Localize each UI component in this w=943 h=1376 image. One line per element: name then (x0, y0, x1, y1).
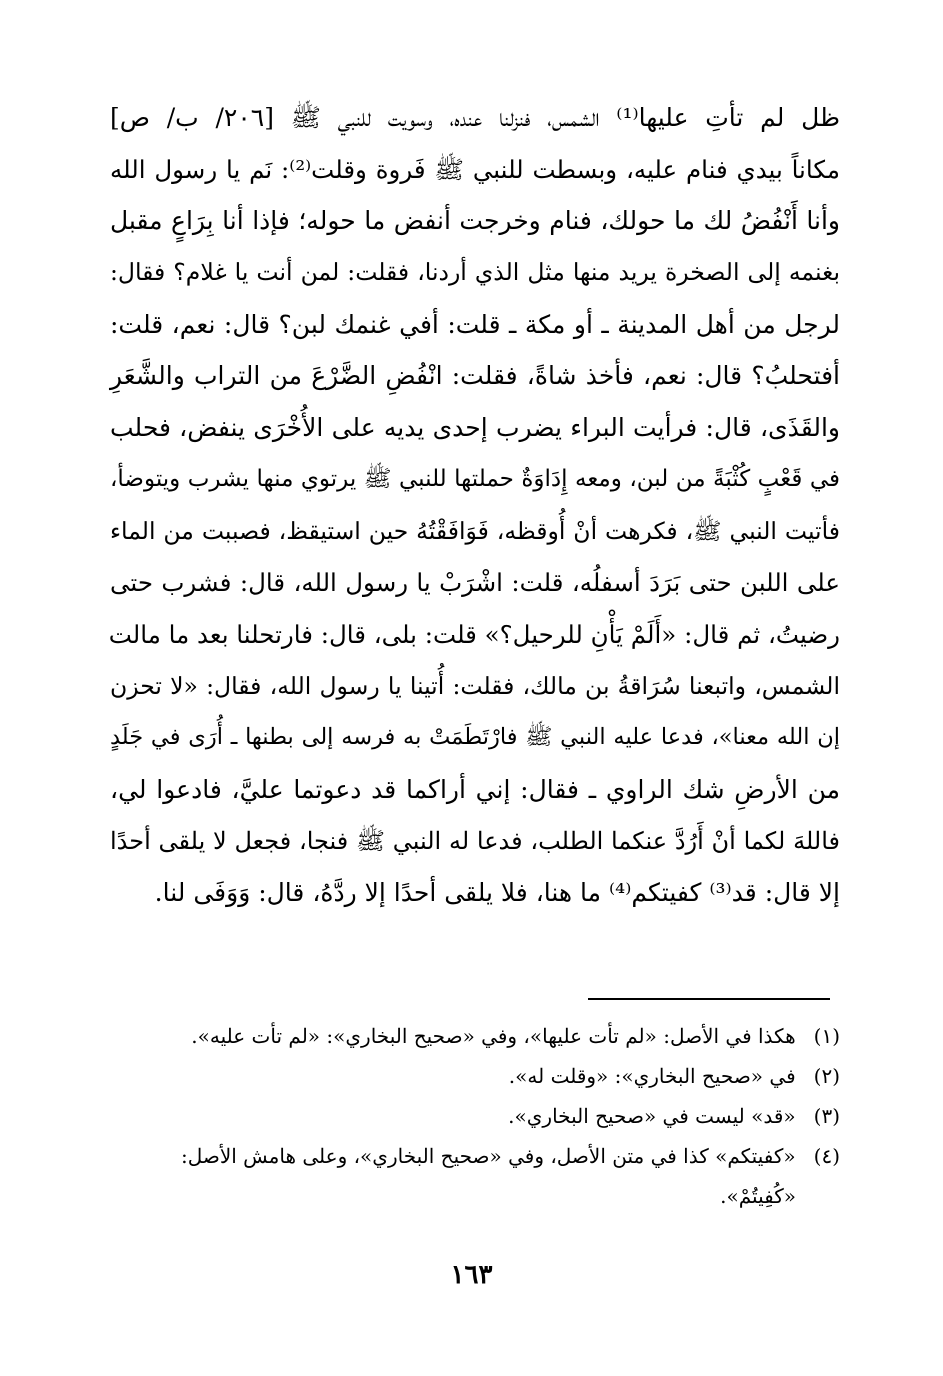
footnotes (112, 1016, 840, 1216)
page-number: ١٦٣ (450, 1260, 493, 1290)
footnote-divider (588, 998, 830, 1000)
footnote-number: (٤) (813, 1144, 840, 1168)
footnote-text: «كفيتكم» كذا في متن الأصل، وفي «صحيح البخاري»، وعلى هامش الأصل: (180, 1144, 796, 1168)
main-text (110, 92, 840, 919)
text-line: من الأرضِ شك الراوي ـ فقال: إني أراكما قد دعوتما عليَّ، فادعوا لي، (110, 774, 840, 804)
footnote-text: في «صحيح البخاري»: «وقلت له». (508, 1064, 796, 1088)
footnote-number: (٢) (813, 1064, 840, 1088)
text-line: بغنمه إلى الصخرة يريد منها مثل الذي أردنا، فقلت: لمن أنت يا غلام؟ فقال: (110, 258, 840, 287)
footnote-number: (١) (813, 1024, 840, 1048)
footnote-number: (٣) (813, 1104, 840, 1128)
text-line: وأنا أَنْفُضُ لك ما حولك، فنام وخرجت أنفض ما حوله؛ فإذا أنا بِرَاعٍ مقبل (110, 206, 840, 236)
text-line: مكاناً بيدي فنام عليه، وبسطت للنبي ﷺ فَروة وقلت⁽²⁾: نَم يا رسول الله (110, 154, 840, 184)
footnote-text: هكذا في الأصل: «لم تأت عليها»، وفي «صحيح البخاري»: «لم تأت عليه». (191, 1024, 796, 1048)
text-line: أفتحلبُ؟ قال: نعم، فأخذ شاةً، فقلت: انْفُضِ الضَّرْعَ من التراب والشَّعَرِ (110, 361, 840, 391)
text-line: فاللهَ لكما أنْ أَرُدَّ عنكما الطلب، فدعا له النبي ﷺ فنجا، فجعل لا يلقى أحدًا (110, 826, 840, 855)
footnote-continuation: «كُفِيتُمْ». (720, 1184, 796, 1208)
text-line: والقَذَى، قال: فرأيت البراء يضرب إحدى يديه على الأُخْرَى ينفض، فحلب (110, 413, 840, 443)
footnote-text: «قد» ليست في «صحيح البخاري». (508, 1104, 796, 1128)
text-line: ظل لم تأتِ عليها⁽¹⁾ الشمس، فنزلنا عنده، وسويت للنبي ﷺ [٢٠٦/ ب/ ص] (110, 103, 840, 132)
footnote (112, 1056, 840, 1096)
text-line: رضيتُ، ثم قال: «أَلَمْ يَأْنِ للرحيل؟» قلت: بلى، قال: فارتحلنا بعد ما مالت (108, 619, 840, 649)
text-line: في قَعْبٍ كُثْبَةً من لبن، ومعه إِدَاوَةٌ حملتها للنبي ﷺ يرتوي منها يشرب ويتوضأ، (110, 465, 840, 492)
text-line: على اللبن حتى بَرَدَ أسفلُه، قلت: اشْرَبْ يا رسول الله، قال: فشرب حتى (110, 568, 840, 598)
footnote (112, 1016, 840, 1056)
footnote (112, 1136, 840, 1176)
text-line: إلا قال: قد⁽³⁾ كفيتكم⁽⁴⁾ ما هنا، فلا يلقى أحدًا إلا ردَّهُ، قال: وَوَفَى لنا. (154, 878, 840, 908)
text-line: فأتيت النبي ﷺ، فكرهت أنْ أُوقظه، فَوَافَقْتُهُ حين استيقظ، فصببت من الماء (110, 516, 840, 545)
text-line: لرجل من أهل المدينة ـ أو مكة ـ قلت: أفي غنمك لبن؟ قال: نعم، قلت: (110, 309, 840, 339)
footnote (112, 1096, 840, 1136)
text-line: الشمس، واتبعنا سُرَاقةُ بن مالك، فقلت: أُتينا يا رسول الله، فقال: «لا تحزن (110, 671, 840, 700)
text-line: إن الله معنا»، فدعا عليه النبي ﷺ فارْتَطَمَتْ به فرسه إلى بطنها ـ أُرَى في جَلَدٍ (110, 724, 840, 751)
